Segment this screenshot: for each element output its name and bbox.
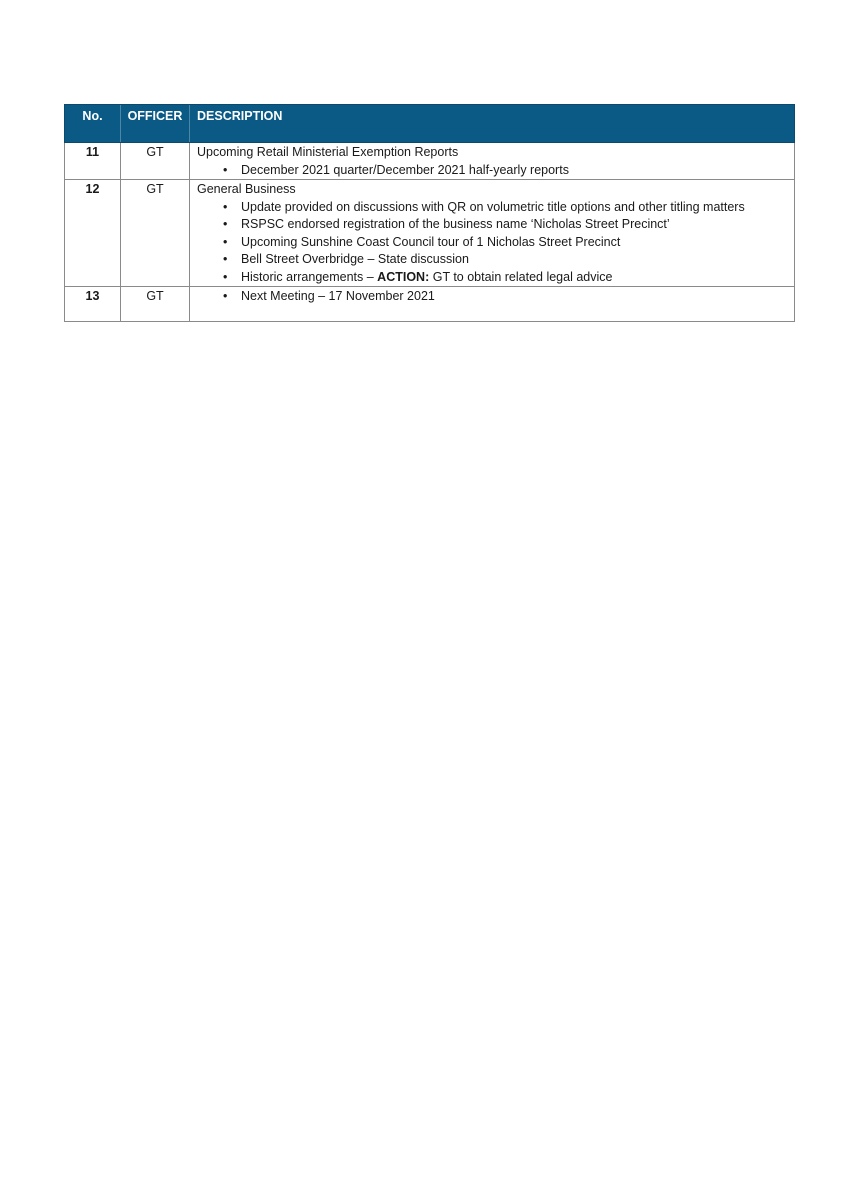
minutes-table (64, 104, 795, 322)
description-cell (190, 143, 795, 180)
list-item: • RSPSC endorsed registration of the business name ‘Nicholas Street Precinct’ (223, 216, 794, 234)
action-item-prefix: Historic arrangements – (241, 269, 378, 284)
list-item: • Bell Street Overbridge – State discussion (223, 251, 794, 269)
table-header-row (65, 105, 795, 143)
list-item: • Update provided on discussions with QR on volumetric title options and other titling matters (223, 199, 794, 217)
officer-cell: GT (121, 143, 190, 180)
action-label: ACTION: (377, 269, 430, 284)
item-heading: Upcoming Retail Ministerial Exemption Reports (197, 145, 459, 159)
item-number: 13 (65, 287, 121, 322)
list-item: • Upcoming Sunshine Coast Council tour of 1 Nicholas Street Precinct (223, 234, 794, 252)
header-description: DESCRIPTION (190, 105, 795, 143)
item-heading: General Business (197, 182, 296, 196)
table-row (65, 180, 795, 287)
header-no: No. (65, 105, 121, 143)
table-row (65, 287, 795, 322)
bullet-list (197, 162, 794, 180)
description-cell (190, 287, 795, 322)
action-list-item (223, 269, 794, 287)
description-cell (190, 180, 795, 287)
item-number: 12 (65, 180, 121, 287)
list-item: • Next Meeting – 17 November 2021 (223, 288, 794, 306)
list-item: • December 2021 quarter/December 2021 half-yearly reports (223, 162, 794, 180)
table-row (65, 143, 795, 180)
header-officer: OFFICER (121, 105, 190, 143)
bullet-list (197, 199, 794, 287)
officer-cell: GT (121, 287, 190, 322)
action-item-text: GT to obtain related legal advice (429, 269, 613, 284)
bullet-list (197, 288, 794, 306)
item-number: 11 (65, 143, 121, 180)
officer-cell: GT (121, 180, 190, 287)
